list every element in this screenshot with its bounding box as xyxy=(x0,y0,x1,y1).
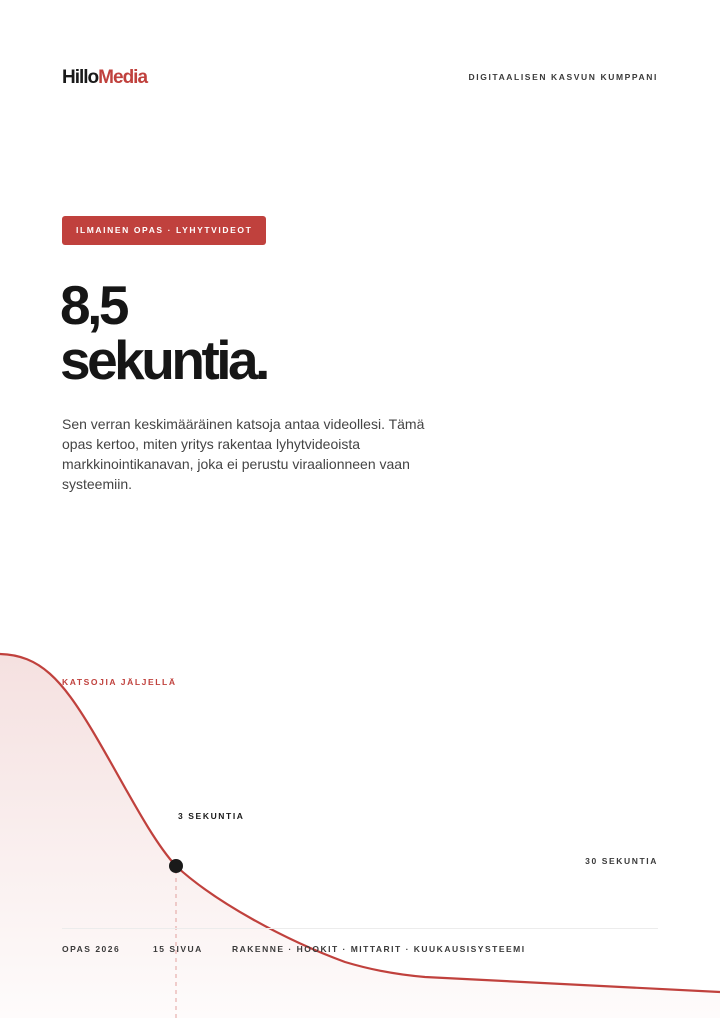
footer-divider xyxy=(62,928,658,929)
marker-dot xyxy=(169,859,183,873)
chart-end-label: 30 SEKUNTIA xyxy=(585,856,658,866)
logo-part-1: Hillo xyxy=(62,67,99,88)
lead-paragraph: Sen verran keskimääräinen katsoja antaa videollesi. Tämä opas kertoo, miten yritys rakentaa lyhytvideoista markkinointikanavan, joka ei perustu viraalionneen vaan systeemiin. xyxy=(62,416,425,492)
chart-remaining-label: KATSOJIA JÄLJELLÄ xyxy=(62,677,177,687)
chart-marker-label: 3 SEKUNTIA xyxy=(178,811,245,821)
footer-edition: OPAS 2026 xyxy=(62,944,121,954)
guide-badge: ILMAINEN OPAS · LYHYTVIDEOT xyxy=(62,216,266,245)
footer-pages: 15 SIVUA xyxy=(153,944,203,954)
headline-number: 8,5 xyxy=(60,274,126,336)
tagline: DIGITAALISEN KASVUN KUMPPANI xyxy=(468,72,658,82)
footer-topics: RAKENNE · HOOKIT · MITTARIT · KUUKAUSISYSTEEMI xyxy=(232,944,526,954)
logo-part-2: Media xyxy=(98,67,148,88)
curve-area xyxy=(0,654,720,1018)
headline-unit: sekuntia. xyxy=(60,329,267,391)
